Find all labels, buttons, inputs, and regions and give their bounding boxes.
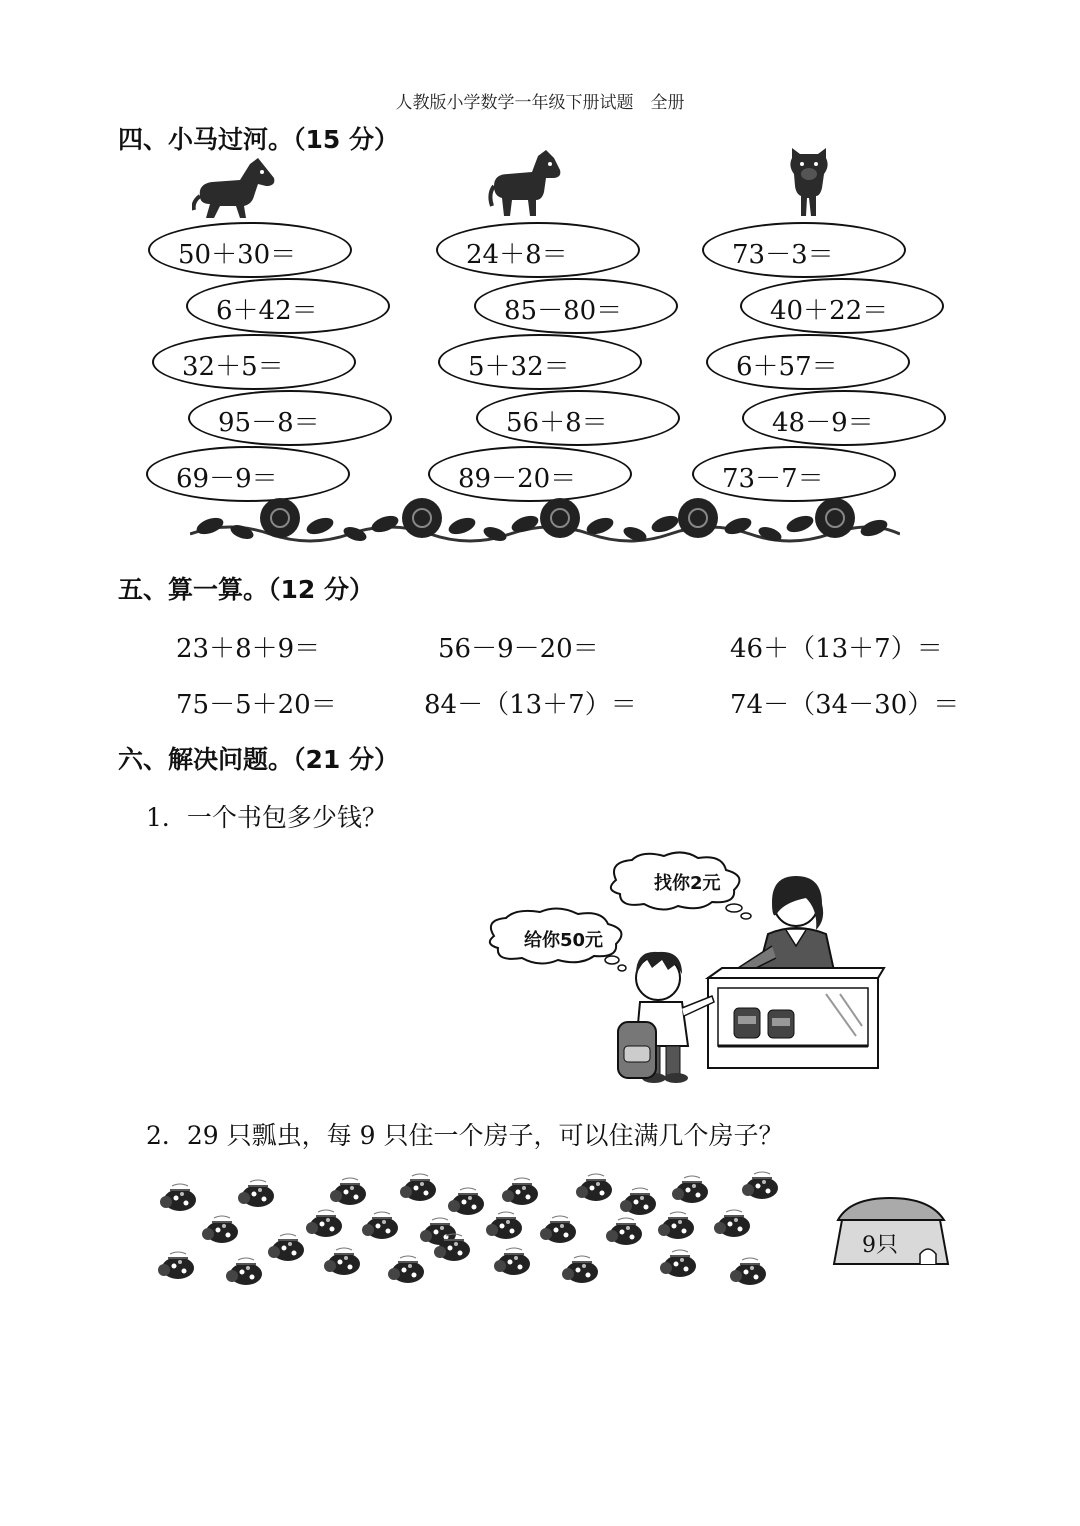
horse-icon: [488, 150, 564, 220]
calc-item: 75－5＋20＝: [176, 690, 337, 720]
equation-text: 6＋57＝: [736, 352, 838, 382]
equation-oval: [438, 334, 642, 390]
equation-oval: [740, 278, 944, 334]
equation-text: 73－3＝: [732, 240, 834, 270]
equation-text: 6＋42＝: [216, 296, 318, 326]
equation-oval: [742, 390, 946, 446]
ladybug-group: [150, 1170, 830, 1300]
equation-oval: [152, 334, 356, 390]
equation-text: 32＋5＝: [182, 352, 284, 382]
calc-item: 46＋（13＋7）＝: [730, 634, 943, 664]
equation-text: 85－80＝: [504, 296, 623, 326]
question-2: 2．29 只瓢虫，每 9 只住一个房子，可以住满几个房子？: [146, 1121, 784, 1150]
equation-text: 5＋32＝: [468, 352, 570, 382]
equation-text: 89－20＝: [458, 464, 577, 494]
equation-oval: [706, 334, 910, 390]
house-label: 9只: [862, 1233, 898, 1258]
equation-text: 69－9＝: [176, 464, 278, 494]
page-header: 人教版小学数学一年级下册试题 全册: [395, 93, 685, 113]
section-6-title: 六、解决问题。（21 分）: [118, 745, 399, 774]
equation-text: 95－8＝: [218, 408, 320, 438]
bubble-text-change: 找你2元: [654, 873, 721, 894]
section-4-title: 四、小马过河。（15 分）: [118, 125, 399, 154]
section-5-title: 五、算一算。（12 分）: [118, 575, 374, 604]
equation-text: 50＋30＝: [178, 240, 297, 270]
calc-item: 56－9－20＝: [438, 634, 599, 664]
calc-item: 84－（13＋7）＝: [424, 690, 637, 720]
equation-oval: [474, 278, 678, 334]
equation-oval: [702, 222, 906, 278]
equation-oval: [186, 278, 390, 334]
equation-oval: [476, 390, 680, 446]
question-1: 1．一个书包多少钱？: [146, 803, 387, 832]
horse-icon: [786, 144, 832, 218]
calc-item: 23＋8＋9＝: [176, 634, 321, 664]
rose-border-decoration: [190, 494, 900, 546]
horse-icon: [192, 156, 278, 222]
equation-text: 48－9＝: [772, 408, 874, 438]
equation-oval: [436, 222, 640, 278]
equation-text: 40＋22＝: [770, 296, 889, 326]
bubble-text-payment: 给你50元: [524, 930, 604, 951]
equation-oval: [148, 222, 352, 278]
equation-oval: [188, 390, 392, 446]
equation-text: 73－7＝: [722, 464, 824, 494]
calc-item: 74－（34－30）＝: [730, 690, 960, 720]
equation-text: 24＋8＝: [466, 240, 568, 270]
equation-text: 56＋8＝: [506, 408, 608, 438]
